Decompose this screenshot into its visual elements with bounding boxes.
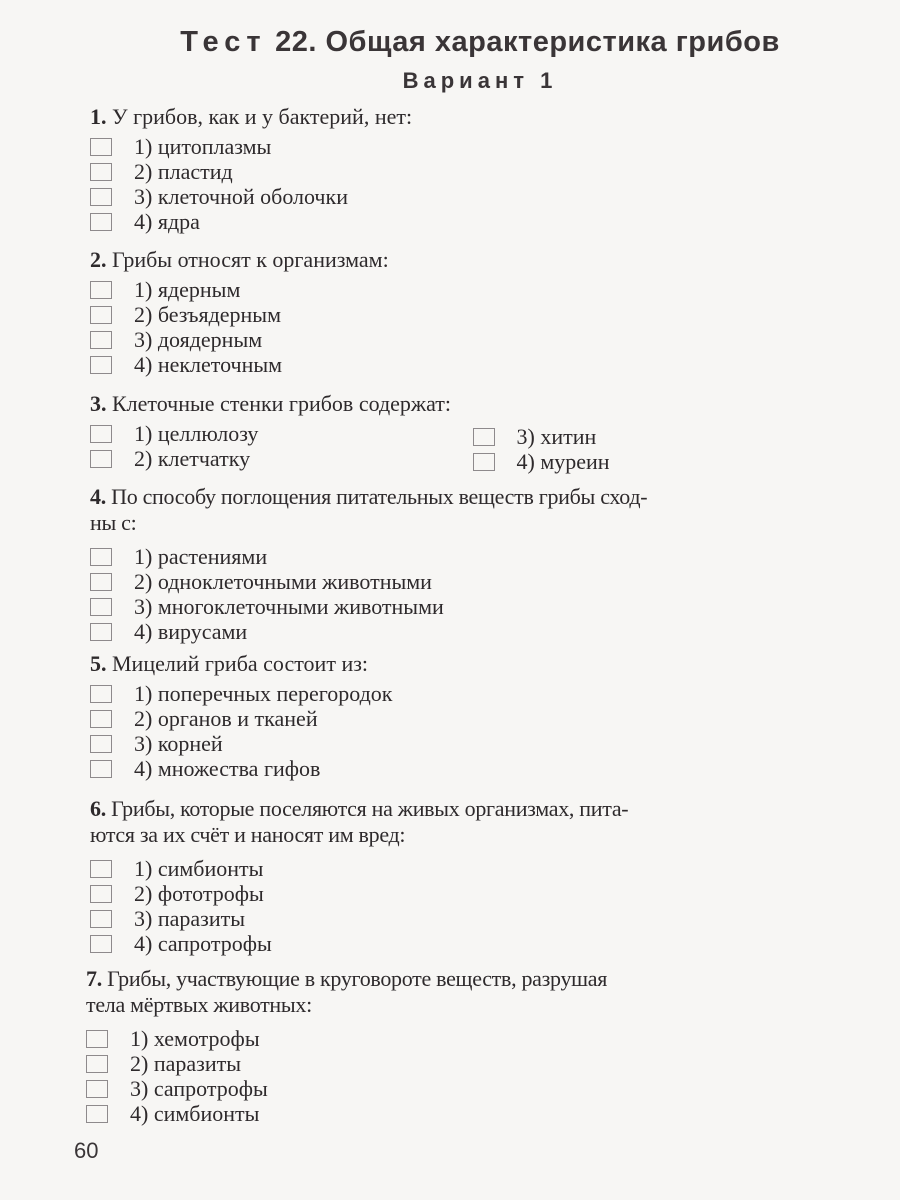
answer-option[interactable]: 1) поперечных перегородок <box>90 681 855 706</box>
answer-checkbox[interactable] <box>90 935 112 953</box>
answer-option[interactable]: 1) целлюлозу <box>90 421 473 446</box>
answer-checkbox[interactable] <box>90 735 112 753</box>
answer-checkbox[interactable] <box>90 425 112 443</box>
answer-option[interactable]: 2) пластид <box>90 159 855 184</box>
answer-checkbox[interactable] <box>86 1105 108 1123</box>
answer-checkbox[interactable] <box>90 623 112 641</box>
options-column-left <box>90 421 473 474</box>
question-text: 3. Клеточные стенки грибов содержат: <box>90 391 452 416</box>
question-2 <box>90 247 855 377</box>
question-3 <box>90 391 855 474</box>
answer-checkbox[interactable] <box>90 685 112 703</box>
question-text: 1. У грибов, как и у бактерий, нет: <box>90 104 413 129</box>
answer-option[interactable]: 3) хитин <box>473 424 856 449</box>
answer-checkbox[interactable] <box>90 138 112 156</box>
answer-option[interactable]: 1) цитоплазмы <box>90 134 855 159</box>
answer-option[interactable]: 1) растениями <box>90 544 855 569</box>
test-title: 22. Общая характеристика грибов <box>275 26 780 58</box>
answer-option[interactable]: 2) клетчатку <box>90 446 473 471</box>
question-7 <box>86 966 851 1126</box>
answer-checkbox[interactable] <box>90 710 112 728</box>
answer-option[interactable]: 1) ядерным <box>90 277 855 302</box>
answer-option[interactable]: 1) хемотрофы <box>86 1026 851 1051</box>
answer-checkbox[interactable] <box>90 885 112 903</box>
answer-checkbox[interactable] <box>90 213 112 231</box>
answer-checkbox[interactable] <box>90 910 112 928</box>
answer-checkbox[interactable] <box>90 281 112 299</box>
options-column-right <box>473 421 856 474</box>
answer-checkbox[interactable] <box>90 331 112 349</box>
answer-checkbox[interactable] <box>90 860 112 878</box>
question-5 <box>90 651 855 781</box>
page-title <box>100 26 860 59</box>
answer-checkbox[interactable] <box>90 598 112 616</box>
test-label: Тест <box>180 26 267 58</box>
answer-option[interactable]: 3) многоклеточными животными <box>90 594 855 619</box>
answer-option[interactable]: 2) фототрофы <box>90 881 855 906</box>
question-6 <box>90 796 855 956</box>
question-text: 7. Грибы, участвующие в круговороте веществ, разрушая тела мёртвых животных: <box>86 966 608 1017</box>
question-text: 5. Мицелий гриба состоит из: <box>90 651 369 676</box>
answer-option[interactable]: 4) неклеточным <box>90 352 855 377</box>
answer-checkbox[interactable] <box>90 573 112 591</box>
answer-option[interactable]: 3) корней <box>90 731 855 756</box>
answer-checkbox[interactable] <box>86 1055 108 1073</box>
answer-option[interactable]: 4) муреин <box>473 449 856 474</box>
answer-option[interactable]: 4) симбионты <box>86 1101 851 1126</box>
answer-checkbox[interactable] <box>86 1080 108 1098</box>
answer-option[interactable]: 2) безъядерным <box>90 302 855 327</box>
answer-option[interactable]: 2) одноклеточными животными <box>90 569 855 594</box>
page-number: 60 <box>74 1138 99 1163</box>
answer-option[interactable]: 3) сапротрофы <box>86 1076 851 1101</box>
answer-option[interactable]: 4) сапротрофы <box>90 931 855 956</box>
answer-option[interactable]: 2) органов и тканей <box>90 706 855 731</box>
options-grid <box>90 421 855 474</box>
answer-option[interactable]: 2) паразиты <box>86 1051 851 1076</box>
answer-option[interactable]: 3) клеточной оболочки <box>90 184 855 209</box>
answer-checkbox[interactable] <box>90 548 112 566</box>
variant-heading: Вариант 1 <box>402 68 558 93</box>
answer-checkbox[interactable] <box>90 163 112 181</box>
question-1 <box>90 104 855 234</box>
question-text: 4. По способу поглощения питательных веществ грибы сход- ны с: <box>90 484 648 535</box>
answer-checkbox[interactable] <box>86 1030 108 1048</box>
answer-option[interactable]: 3) паразиты <box>90 906 855 931</box>
answer-option[interactable]: 4) ядра <box>90 209 855 234</box>
answer-checkbox[interactable] <box>90 188 112 206</box>
answer-checkbox[interactable] <box>90 450 112 468</box>
answer-option[interactable]: 3) доядерным <box>90 327 855 352</box>
answer-checkbox[interactable] <box>90 760 112 778</box>
answer-option[interactable]: 4) вирусами <box>90 619 855 644</box>
answer-checkbox[interactable] <box>473 453 495 471</box>
answer-option[interactable]: 1) симбионты <box>90 856 855 881</box>
question-text: 2. Грибы относят к организмам: <box>90 247 389 272</box>
question-4 <box>90 484 855 644</box>
answer-option[interactable]: 4) множества гифов <box>90 756 855 781</box>
answer-checkbox[interactable] <box>90 356 112 374</box>
question-text: 6. Грибы, которые поселяются на живых организмах, пита- ются за их счёт и наносят им вред: <box>90 796 629 847</box>
answer-checkbox[interactable] <box>90 306 112 324</box>
answer-checkbox[interactable] <box>473 428 495 446</box>
